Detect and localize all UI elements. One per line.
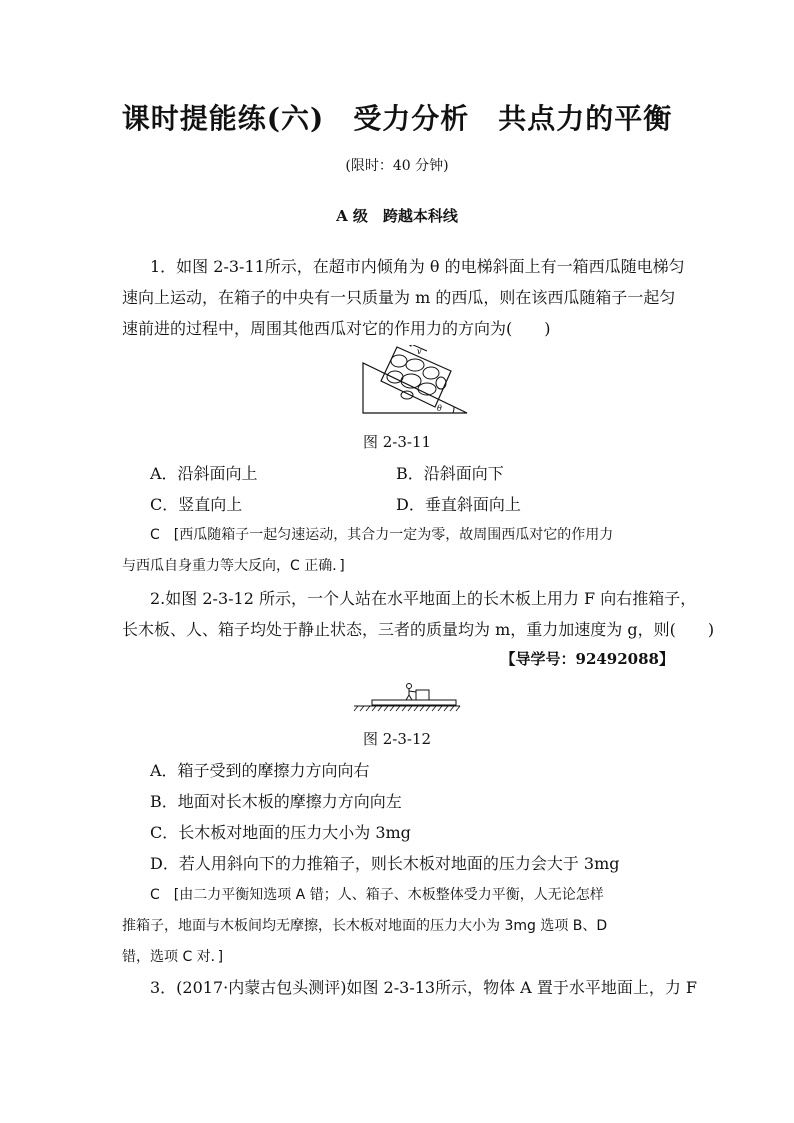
q2-answer-line-1: C [由二力平衡知选项 A 错；人、箱子、木板整体受力平衡，人无论怎样 bbox=[150, 887, 604, 903]
page-title: 课时提能练(六) 受力分析 共点力的平衡 bbox=[121, 102, 673, 135]
q2-option-a: A．箱子受到的摩擦力方向向右 bbox=[150, 761, 370, 780]
angle-arc bbox=[453, 407, 454, 413]
figure-2-3-11 bbox=[355, 345, 470, 417]
angle-label: θ bbox=[437, 404, 442, 413]
q2-option-d: D．若人用斜向下的力推箱子，则长木板对地面的压力会大于 3mg bbox=[150, 854, 620, 873]
q2-answer-line-2: 推箱子，地面与木板间均无摩擦，长木板对地面的压力大小为 3mg 选项 B、D bbox=[122, 918, 608, 934]
guide-number: 【导学号：92492088】 bbox=[500, 650, 674, 668]
person-leg-right bbox=[409, 695, 412, 700]
box bbox=[416, 690, 429, 700]
q1-option-c: C．竖直向上 bbox=[150, 495, 243, 514]
q1-option-a: A．沿斜面向上 bbox=[150, 464, 258, 483]
person-head bbox=[407, 684, 412, 689]
q1-option-b: B．沿斜面向下 bbox=[396, 464, 504, 483]
q1-line-2: 速向上运动，在箱子的中央有一只质量为 m 的西瓜，则在该西瓜随箱子一起匀 bbox=[122, 288, 676, 307]
figure-2-3-12 bbox=[352, 680, 462, 716]
person-arm bbox=[409, 691, 416, 692]
q1-line-3: 速前进的过程中，周围其他西瓜对它的作用力的方向为( ) bbox=[122, 319, 551, 338]
ground-hatching bbox=[354, 706, 460, 711]
q3-line-1: 3．(2017·内蒙古包头测评)如图 2-3-13所示，物体 A 置于水平地面上，力 F bbox=[150, 978, 698, 997]
person-leg-left bbox=[406, 695, 409, 700]
time-limit: (限时：40 分钟) bbox=[345, 158, 449, 174]
section-heading: A 级 跨越本科线 bbox=[336, 207, 458, 225]
q1-answer-line-2: 与西瓜自身重力等大反向，C 正确．] bbox=[122, 558, 345, 574]
q1-answer-line-1: C [西瓜随箱子一起匀速运动，其合力一定为零，故周围西瓜对它的作用力 bbox=[150, 527, 614, 543]
velocity-label: v bbox=[417, 347, 422, 356]
watermelons bbox=[387, 355, 446, 399]
figure-caption-2-3-12: 图 2-3-12 bbox=[362, 730, 432, 748]
q1-line-1: 1．如图 2-3-11所示，在超市内倾角为 θ 的电梯斜面上有一箱西瓜随电梯匀 bbox=[150, 257, 685, 276]
q2-answer-line-3: 错，选项 C 对．] bbox=[122, 949, 224, 965]
q2-option-b: B．地面对长木板的摩擦力方向向左 bbox=[150, 792, 402, 811]
q1-option-d: D．垂直斜面向上 bbox=[396, 495, 521, 514]
q2-line-2: 长木板、人、箱子均处于静止状态，三者的质量均为 m，重力加速度为 g，则( ) bbox=[122, 620, 715, 639]
velocity-arrow-head bbox=[407, 345, 413, 347]
figure-caption-2-3-11: 图 2-3-11 bbox=[362, 433, 432, 451]
q2-option-c: C．长木板对地面的压力大小为 3mg bbox=[150, 823, 411, 842]
long-board bbox=[372, 700, 456, 705]
q2-line-1: 2.如图 2-3-12 所示，一个人站在水平地面上的长木板上用力 F 向右推箱子， bbox=[150, 589, 697, 608]
